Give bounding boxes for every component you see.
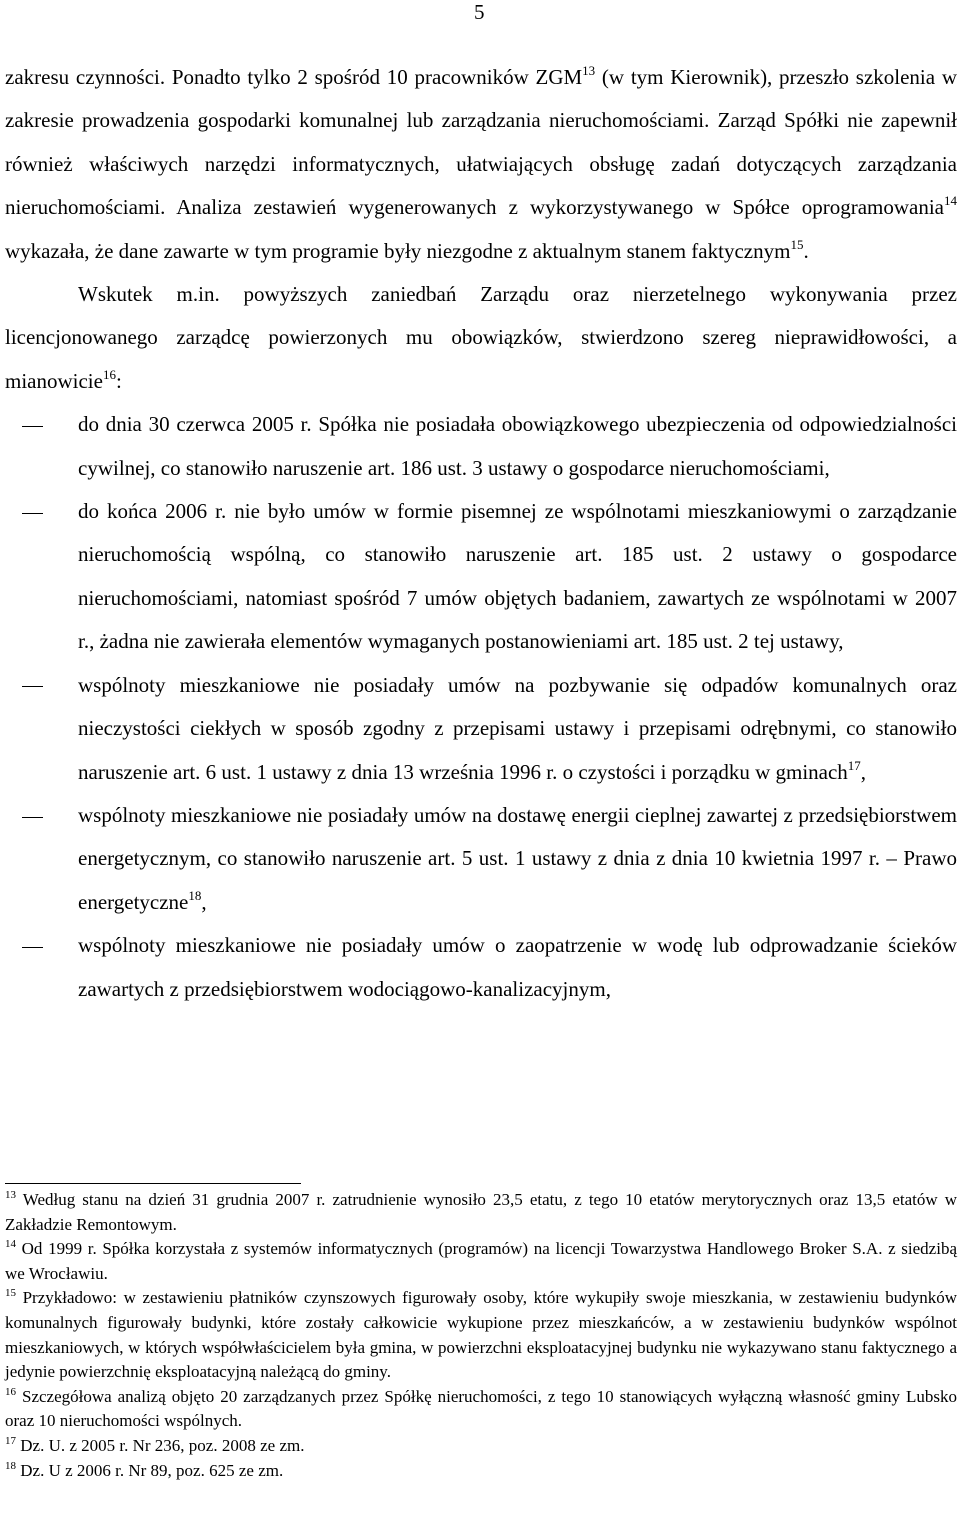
footnote-13: $^{13}$ Według stanu na dzień 31 grudnia 2007 r. zatrudnienie wynosiło 23,5 etatu, z tego 10 etatów merytorycznych oraz 13,5 etatów w Zakładzie Remontowym. [5, 1189, 957, 1234]
bullet-text: do dnia 30 czerwca 2005 r. Spółka nie posiadała obowiązkowego ubezpieczenia od odpowiedzialności cywilnej, co stanowiło naruszenie art. 186 ust. 3 ustawy o gospodarce nieruchomościami, [78, 412, 957, 480]
bullet-text: wspólnoty mieszkaniowe nie posiadały umów na dostawę energii cieplnej zawartej z przedsiębiorstwem energetycznym, co stanowiło naruszenie art. 5 ust. 1 ustawy z dnia z dnia 10 kwietnia 1997 r. – Prawo energetyczne$^{18}$, [78, 802, 957, 914]
footnote-separator [5, 1183, 301, 1184]
bullet-text: do końca 2006 r. nie było umów w formie pisemnej ze wspólnotami mieszkaniowymi o zarządzanie nieruchomością wspólną, co stanowiło naruszenie art. 185 ust. 2 ustawy o gospodarce nieruchomościami, natomiast spośród 7 umów objętych badaniem, zawartych ze wspólnotami w 2007 r., żadna nie zawierała elementów wymaganych postanowieniami art. 185 ust. 2 tej ustawy, [78, 499, 957, 654]
bullet-item [5, 490, 957, 664]
dash-icon [5, 664, 78, 794]
footnote-ref-17: 17 [847, 757, 861, 773]
footnote-16: $^{16}$ Szczegółowa analizą objęto 20 zarządzanych przez Spółkę nieruchomości, z tego 10 stanowiących wyłączną własność gminy Lubsko oraz 10 nieruchomości wspólnych. [5, 1385, 958, 1431]
dash-icon [5, 490, 78, 664]
dash-icon [5, 403, 78, 490]
footnote-ref-13: 13 [582, 63, 596, 78]
footnote-ref-15: 15 [790, 236, 804, 252]
page-number: 5 [474, 0, 485, 24]
bullet-item [5, 794, 957, 924]
dash-icon [5, 794, 78, 924]
bullet-text: wspólnoty mieszkaniowe nie posiadały umów o zaopatrzenie w wodę lub odprowadzanie ścieków zawartych z przedsiębiorstwem wodociągowo-kanalizacyjnym, [78, 933, 957, 1001]
bullet-text: wspólnoty mieszkaniowe nie posiadały umów na pozbywanie się odpadów komunalnych oraz nieczystości ciekłych w sposób zgodny z przepisami ustawy i przepisami odrębnymi, co stanowiło naruszenie art. 6 ust. 1 ustawy z dnia 13 września 1996 r. o czystości i porządku w gminach$^{17}$, [78, 672, 957, 784]
footnote-ref-14: 14 [944, 193, 957, 209]
footnote-14: $^{14}$ Od 1999 r. Spółka korzystała z systemów informatycznych (programów) na licencji Towarzystwa Handlowego Broker S.A. z siedzibą we Wrocławiu. [5, 1238, 957, 1283]
footnote-ref-16: 16 [102, 366, 116, 382]
bullet-item [5, 403, 957, 490]
dash-icon [5, 924, 78, 1011]
footnote-ref-18: 18 [188, 887, 202, 903]
footnote-18: $^{18}$ Dz. U z 2006 r. Nr 89, poz. 625 ze zm. [5, 1459, 284, 1480]
footnote-15: $^{15}$ Przykładowo: w zestawieniu płatników czynszowych figurowały osoby, które wykupiły swoje mieszkania, w zestawieniu budynków komunalnych figurowały budynki, które zostały całkowicie wykupione przez mieszkańców, a w zestawieniu budynków wspólnot mieszkaniowych, w których współwłaścicielem była gmina, w powierzchni eksploatacyjnej budynku nie wykazywano stanu faktycznego a jedynie powierzchnię eksploatacyjną należącą do gminy. [5, 1287, 957, 1382]
footnote-17: $^{17}$ Dz. U. z 2005 r. Nr 236, poz. 2008 ze zm. [5, 1434, 305, 1455]
paragraph-1: zakresu czynności. Ponadto tylko 2 spośród 10 pracowników ZGM$^{13}$ (w tym Kierownik), przeszło szkolenia w zakresie prowadzenia gospodarki komunalnej lub zarządzania nieruchomościami. Zarząd Spółki nie zapewnił również właściwych narzędzi informatycznych, ułatwiających obsługę zadań dotyczących zarządzania nieruchomościami. Analiza zestawień wygenerowanych z wykorzystywanego w Spółce oprogramowania$^{14}$ wykazała, że dane zawarte w tym programie były niezgodne z aktualnym stanem faktycznym$^{15}$. [5, 63, 957, 263]
bullet-item [5, 664, 957, 794]
main-text [5, 56, 957, 1011]
paragraph-2: Wskutek m.in. powyższych zaniedbań Zarządu oraz nierzetelnego wykonywania przez licencjonowanego zarządcę powierzonych mu obowiązków, stwierdzono szereg nieprawidłowości, a mianowicie$^{16}$: [5, 282, 957, 393]
footnotes [5, 1188, 957, 1483]
bullet-item [5, 924, 957, 1011]
